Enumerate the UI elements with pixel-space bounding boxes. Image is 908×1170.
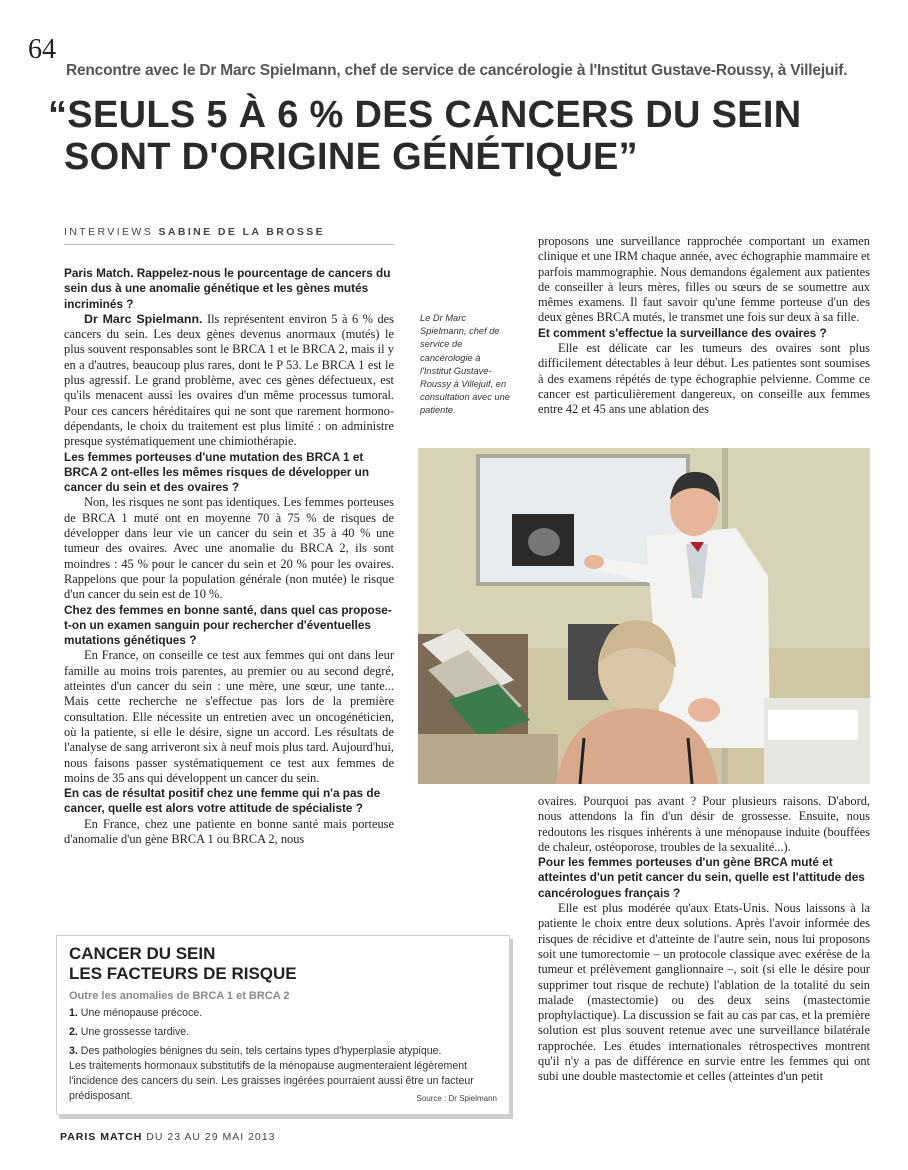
risk-item-2: [69, 1025, 497, 1040]
risk-item-3: [69, 1044, 497, 1059]
page-number: 64: [28, 34, 56, 65]
speaker: Dr Marc Spielmann.: [84, 311, 203, 326]
box-title: [69, 944, 297, 984]
answer: En France, on conseille ce test aux femmes qui ont dans leur famille au moins trois parentes, au premier ou au second degré, atteintes d'un cancer du sein : une mère, une sœur, une tante... Mais cette recherche ne s'effectue pas lors de la première consultation. Elle nécessite un entretien avec un oncogénéticien, où la patiente, si elle le désire, signe un accord. Les résultats de l'analyse de sang arriveront six à neuf mois plus tard. Aujourd'hui, nous faisons passer systématiquement ce test aux femmes de moins de 35 ans qui développent un cancer du sein.: [64, 648, 394, 785]
question: Et comment s'effectue la surveillance des ovaires ?: [538, 325, 827, 340]
answer-text: Ils représentent environ 5 à 6 % des cancers du sein. Les deux gènes devenus anormaux (mutés) le plus souvent responsables sont le BRCA 1 et le BRCA 2, mais il y en a d'autres, beaucoup plus rares, dont le P 53. Le BRCA 1 est le plus agressif. Le grand problème, avec ces gènes défectueux, est qu'ils menacent aussi les ovaires d'un même processus tumoral. Pour ces cancers héréditaires qui ne sont que rarement hormono-dépendants, le choix du traitement est plus limité : on administre presque systématiquement une chimiothérapie.: [64, 311, 394, 449]
footer-date: DU 23 AU 29 MAI 2013: [142, 1131, 276, 1143]
answer: En France, chez une patiente en bonne santé mais porteuse d'anomalie d'un gène BRCA 1 ou BRCA 2, nous: [64, 816, 394, 846]
answer: [64, 312, 394, 450]
item-text: Une grossesse tardive.: [77, 1026, 190, 1038]
risk-factors-box: [56, 935, 510, 1115]
item-number: 3.: [69, 1045, 78, 1057]
item-number: 2.: [69, 1026, 78, 1038]
item-text: Des pathologies bénignes du sein, tels certains types d'hyperplasie atypique.: [77, 1045, 442, 1057]
headline-line-2: SONT D'ORIGINE GÉNÉTIQUE”: [64, 136, 638, 178]
kicker: Rencontre avec le Dr Marc Spielmann, chef de service de cancérologie à l'Institut Gustave-Roussy, à Villejuif.: [66, 62, 848, 79]
box-subtitle: Outre les anomalies de BRCA 1 et BRCA 2: [69, 990, 290, 1002]
byline-label: INTERVIEWS: [64, 226, 154, 238]
question: Paris Match. Rappelez-nous le pourcentage de cancers du sein dus à une anomalie génétique et les gènes mutés incriminés ?: [64, 266, 391, 311]
item-text: Une ménopause précoce.: [77, 1007, 203, 1019]
photo-illustration: [418, 448, 870, 784]
box-source: Source : Dr Spielmann: [416, 1094, 497, 1103]
question: Chez des femmes en bonne santé, dans quel cas propose-t-on un examen sanguin pour rechercher d'éventuelles mutations génétiques ?: [64, 602, 392, 648]
question: Pour les femmes porteuses d'un gène BRCA muté et atteintes d'un petit cancer du sein, quelle est l'attitude des cancérologues français ?: [538, 855, 865, 900]
byline: [64, 226, 394, 245]
photo-caption: Le Dr Marc Spielmann, chef de service de cancérologie à l'Institut Gustave-Roussy à Villejuif, en consultation avec une patiente.: [420, 313, 510, 416]
risk-note: Les traitements hormonaux substitutifs de la ménopause augmenteraient légèrement l'incidence des cancers du sein. Les graisses ingérées pourraient aussi être un facteur prédisposant.: [69, 1060, 474, 1102]
answer: Elle est plus modérée qu'aux Etats-Unis. Nous laissons à la patiente le choix entre deux solutions. Après l'avoir informée des risques de récidive et d'atteinte de l'autre sein, nous lui proposons soit une tumorectomie – un protocole classique avec exérèse de la tumeur et prélèvement ganglionnaire –, soit (si elle le désire pour supprimer tout risque de rechute) l'ablation de la totalité du sein malade (mastectomie) ou des deux seins (mastectomie prophylactique). La discussion se fait au cas par cas, et la première solution est plus souvent retenue avec une surveillance bilatérale rapprochée. Les études internationales rétrospectives montrent qu'il n'y a pas de différence en survie entre les femmes qui ont subi une double mastectomie et celles (atteintes d'un petit: [538, 901, 870, 1084]
byline-name: SABINE DE LA BROSSE: [158, 226, 326, 238]
answer-continued: ovaires. Pourquoi pas avant ? Pour plusieurs raisons. D'abord, nous attendons la fin d'un désir de grossesse. Ensuite, nous redoutons les risques inhérents à une ménopause induite (bouffées de chaleur, ostéoporose, troubles de la sexualité...).: [538, 794, 870, 854]
item-number: 1.: [69, 1007, 78, 1019]
question: Les femmes porteuses d'une mutation des BRCA 1 et BRCA 2 ont-elles les mêmes risques de développer un cancer du sein et des ovaires ?: [64, 449, 370, 495]
question: En cas de résultat positif chez une femme qui n'a pas de cancer, quelle est alors votre attitude de spécialiste ?: [64, 786, 381, 816]
answer: Non, les risques ne sont pas identiques. Les femmes porteuses de BRCA 1 muté ont en moyenne 70 à 75 % de risques de développer dans leur vie un cancer du sein et 35 à 40 % une tumeur des ovaires. Avec une anomalie du BRCA 2, ils sont moindres : 45 % pour le cancer du sein et 20 % pour les ovaires. Rappelons que pour la population générale (non mutée) le risque d'un cancer du sein est de 10 %.: [64, 495, 394, 602]
headline-line-1: “SEULS 5 À 6 % DES CANCERS DU SEIN: [48, 94, 802, 136]
article-column-2-bottom: [538, 794, 870, 1085]
photo-doctor-consultation: [418, 448, 870, 784]
answer-continued: proposons une surveillance rapprochée comportant un examen clinique et une IRM chaque année, avec échographie mammaire et parfois mammographie. Nous demandons également aux patientes de conseiller à leurs mères, filles ou sœurs de se soumettre aux mêmes examens. Il faut savoir qu'une femme porteuse d'un des deux gènes BRCA mutés, le transmet une fois sur deux à sa fille.: [538, 234, 870, 325]
box-title-line-1: CANCER DU SEIN: [69, 944, 216, 963]
footer-brand: PARIS MATCH: [60, 1131, 143, 1143]
footer: [60, 1131, 275, 1143]
article-column-2-top: [538, 234, 870, 418]
headline: [48, 94, 888, 178]
box-title-line-2: LES FACTEURS DE RISQUE: [69, 964, 297, 983]
article-column-1: [64, 266, 394, 847]
risk-item-1: [69, 1006, 497, 1021]
answer: Elle est délicate car les tumeurs des ovaires sont plus difficilement détectables à leur début. Les patientes sont soumises à des examens répétés de type échographie pelvienne. Comme ce cancer est particulièrement dangereux, on conseille aux femmes entre 42 et 45 ans une ablation des: [538, 341, 870, 417]
